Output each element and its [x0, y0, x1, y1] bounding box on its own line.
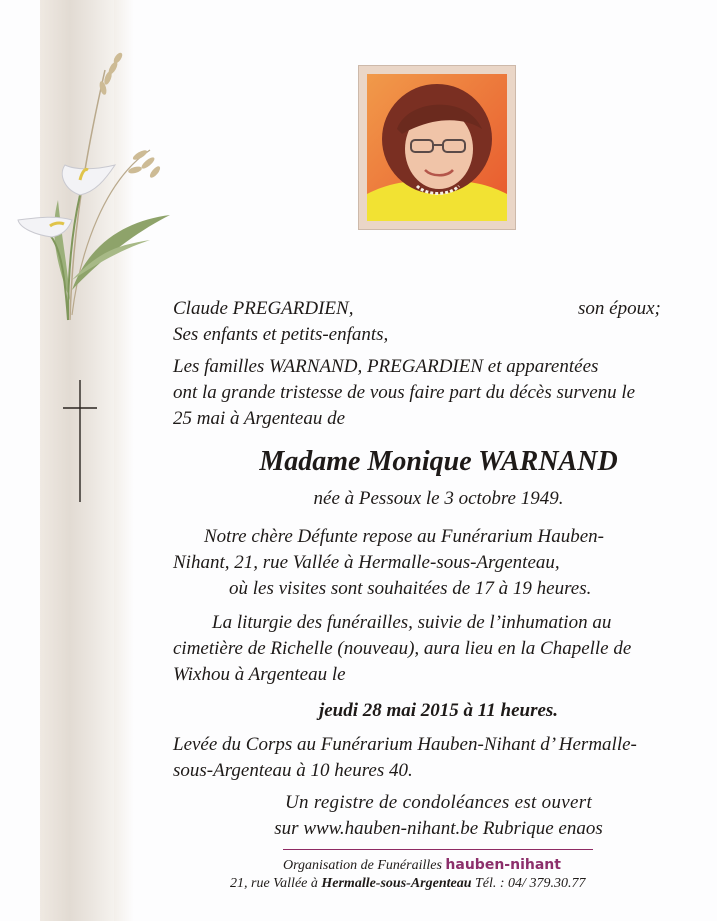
announcement-line-3: 25 mai à Argenteau de [173, 408, 346, 429]
phone-number: Tél. : 04/ 379.30.77 [475, 876, 586, 891]
birth-line: née à Pessoux le 3 octobre 1949. [313, 488, 564, 509]
portrait-frame [358, 65, 516, 230]
organisation-label: Organisation de Funérailles [283, 858, 442, 873]
liturgy-line-1: La liturgie des funérailles, suivie de l’inhumation au [212, 612, 612, 633]
calla-lily-wheat-icon [10, 30, 180, 330]
repose-line-1: Notre chère Défunte repose au Funérarium Hauben- [204, 526, 604, 547]
announcement-line-2: ont la grande tristesse de vous faire part du décès survenu le [173, 382, 636, 403]
brand-logo: hauben-nihant [445, 857, 561, 873]
spouse-name: Claude PREGARDIEN, [173, 298, 354, 319]
deceased-name: Madame Monique WARNAND [259, 446, 618, 477]
footer-organisation [283, 857, 561, 874]
announcement-line-1: Les familles WARNAND, PREGARDIEN et apparentées [173, 356, 599, 377]
address-town: Hermalle-sous-Argenteau [321, 876, 472, 891]
footer-address [230, 876, 585, 892]
registry-line-2: sur www.hauben-nihant.be Rubrique enaos [274, 818, 603, 839]
liturgy-line-3: Wixhou à Argenteau le [173, 664, 346, 685]
levee-line-2: sous-Argenteau à 10 heures 40. [173, 760, 413, 781]
footer-divider [283, 849, 593, 850]
address-street: 21, rue Vallée à [230, 876, 318, 891]
ceremony-date: jeudi 28 mai 2015 à 11 heures. [318, 700, 559, 721]
repose-line-2: Nihant, 21, rue Vallée à Hermalle-sous-Argenteau, [173, 552, 560, 573]
children-line: Ses enfants et petits-enfants, [173, 324, 389, 345]
levee-line-1: Levée du Corps au Funérarium Hauben-Nihant d’ Hermalle- [173, 734, 637, 755]
repose-line-3: où les visites sont souhaitées de 17 à 19 heures. [229, 578, 592, 599]
liturgy-line-2: cimetière de Richelle (nouveau), aura lieu en la Chapelle de [173, 638, 632, 659]
cross-icon [60, 380, 100, 505]
portrait-photo [367, 74, 507, 221]
spouse-relation: son époux; [578, 298, 661, 319]
registry-line-1: Un registre de condoléances est ouvert [284, 792, 593, 813]
